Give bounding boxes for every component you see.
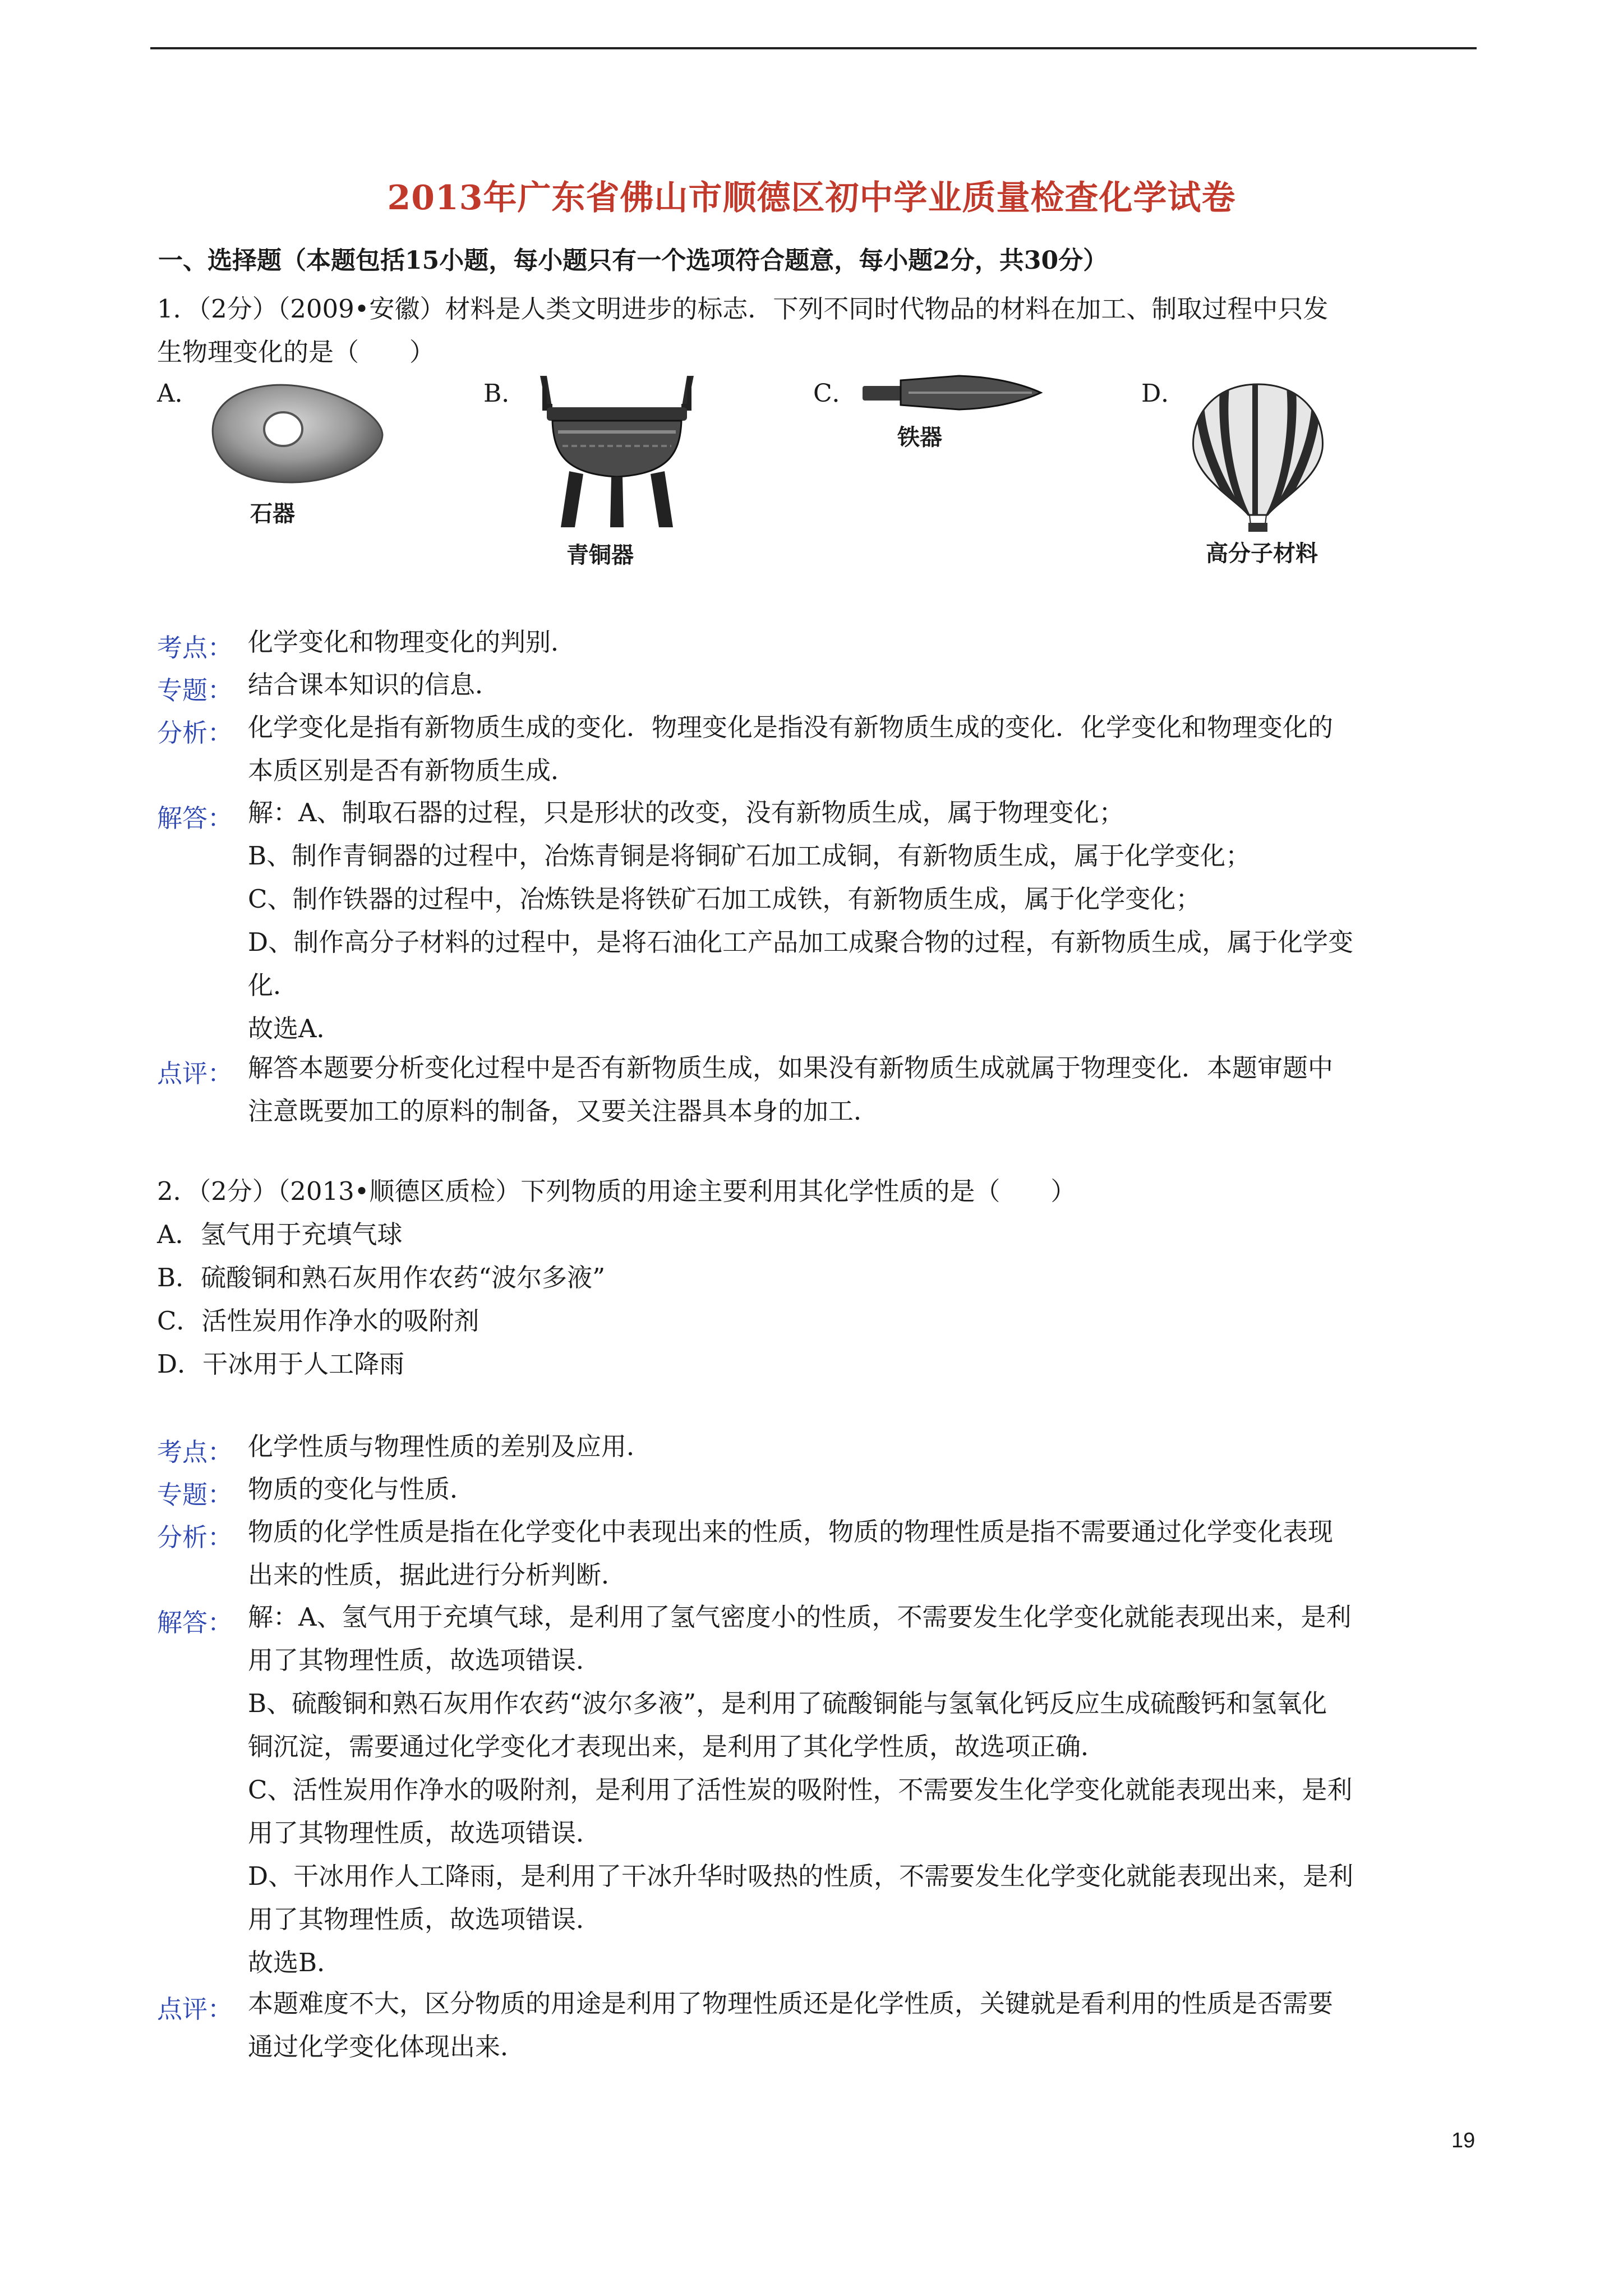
q2-kaodian-label: 考点： [157,1437,233,1467]
q1-fenxi-line: 本质区别是否有新物质生成． [248,756,577,785]
q1-jieda-label: 解答： [157,803,233,833]
q1-stem [157,287,1481,374]
q2-jieda-text [248,1595,1482,1984]
stone-tool-icon [202,376,387,488]
q2-jieda-line: B、硫酸铜和熟石灰用作农药“波尔多液”，是利用了硫酸铜能与氢氧化钙反应生成硫酸钙和氢氧化 [248,1688,1327,1718]
page-title: 2013年广东省佛山市顺德区初中学业质量检查化学试卷 [387,178,1236,218]
q2-zhuanti-text: 物质的变化与性质． [248,1474,476,1504]
q1-option-a-caption: 石器 [250,501,295,527]
q2-kaodian-text: 化学性质与物理性质的差别及应用． [248,1432,652,1461]
q2-option-d: D．干冰用于人工降雨 [157,1349,405,1379]
q2-option-b: B．硫酸铜和熟石灰用作农药“波尔多液” [157,1263,606,1292]
q2-jieda-line: 故选B． [248,1948,343,1977]
q2-zhuanti-label: 专题： [157,1480,233,1510]
q1-kaodian-text: 化学变化和物理变化的判别． [248,627,577,657]
q1-jieda-line: C、制作铁器的过程中，冶炼铁是将铁矿石加工成铁，有新物质生成，属于化学变化； [248,884,1201,914]
q2-fenxi-line: 出来的性质，据此进行分析判断． [248,1560,627,1590]
q1-option-a-letter: A． [157,379,200,408]
q1-stem-line: 1．（2分）（2009•安徽）材料是人类文明进步的标志．下列不同时代物品的材料在加工、制取过程中只发 [157,294,1329,324]
q2-fenxi-label: 分析： [157,1522,233,1552]
q1-option-b-letter: B． [483,379,527,408]
q2-jieda-line: D、干冰用作人工降雨，是利用了干冰升华时吸热的性质，不需要发生化学变化就能表现出来，是利 [248,1861,1354,1891]
q1-zhuanti-label: 专题： [157,675,233,705]
q2-jieda-line: 铜沉淀，需要通过化学变化才表现出来，是利用了其化学性质，故选项正确． [248,1732,1106,1761]
bronze-vessel-icon [530,370,704,533]
q1-zhuanti-text: 结合课本知识的信息． [248,670,501,700]
q2-dianping-line: 本题难度不大，区分物质的用途是利用了物理性质还是化学性质，关键就是看利用的性质是否需要 [248,1989,1334,2018]
iron-blade-icon [858,370,1043,415]
q2-jieda-line: 用了其物理性质，故选项错误． [248,1904,602,1934]
q1-dianping-label: 点评： [157,1059,233,1088]
q1-jieda-line: 故选A． [248,1014,342,1043]
q1-dianping-text [248,1046,1482,1133]
q1-option-d-letter: D． [1141,379,1186,408]
q2-jieda-line: 解：A、氢气用于充填气球，是利用了氢气密度小的性质，不需要发生化学变化就能表现出来，是利 [248,1602,1352,1632]
q1-fenxi-line: 化学变化是指有新物质生成的变化．物理变化是指没有新物质生成的变化．化学变化和物理变化的 [248,712,1334,742]
q1-option-b-caption: 青铜器 [566,542,634,568]
q2-dianping-line: 通过化学变化体现出来． [248,2032,526,2062]
hot-air-balloon-icon [1188,381,1328,533]
q1-dianping-line: 解答本题要分析变化过程中是否有新物质生成，如果没有新物质生成就属于物理变化．本题审题中 [248,1053,1334,1083]
q2-options [157,1213,1481,1386]
q1-jieda-line: D、制作高分子材料的过程中，是将石油化工产品加工成聚合物的过程，有新物质生成，属于化学变 [248,927,1354,957]
q2-dianping-label: 点评： [157,1994,233,2024]
q1-fenxi-label: 分析： [157,718,233,748]
q2-dianping-text [248,1982,1482,2068]
q2-jieda-line: 用了其物理性质，故选项错误． [248,1645,602,1675]
q1-option-c-caption: 铁器 [897,425,942,450]
q2-option-a: A．氢气用于充填气球 [157,1220,403,1249]
q1-stem-line: 生物理变化的是（ ） [157,337,435,367]
q2-stem: 2．（2分）（2013•顺德区质检）下列物质的用途主要利用其化学性质的是（ ） [157,1176,1076,1206]
page-number: 19 [1451,2129,1476,2152]
q1-jieda-text [248,791,1482,1050]
q1-jieda-line: B、制作青铜器的过程中，冶炼青铜是将铜矿石加工成铜，有新物质生成，属于化学变化； [248,841,1251,871]
q1-kaodian-label: 考点： [157,633,233,662]
q2-option-c: C．活性炭用作净水的吸附剂 [157,1306,479,1336]
q2-jieda-line: C、活性炭用作净水的吸附剂，是利用了活性炭的吸附性，不需要发生化学变化就能表现出来，是利 [248,1775,1353,1805]
q2-fenxi-text [248,1510,1482,1596]
q1-fenxi-text [248,706,1482,792]
section-heading: 一、选择题（本题包括15小题，每小题只有一个选项符合题意，每小题2分，共30分） [158,246,1108,275]
header-rule [150,47,1477,49]
q1-option-d-caption: 高分子材料 [1206,541,1318,567]
q2-fenxi-line: 物质的化学性质是指在化学变化中表现出来的性质，物质的物理性质是指不需要通过化学变化表现 [248,1517,1334,1547]
q2-jieda-label: 解答： [157,1608,233,1637]
q1-dianping-line: 注意既要加工的原料的制备，又要关注器具本身的加工． [248,1096,879,1126]
q1-jieda-line: 解：A、制取石器的过程，只是形状的改变，没有新物质生成，属于物理变化； [248,798,1124,827]
q1-option-c-letter: C． [813,379,857,408]
q1-jieda-line: 化． [248,970,299,1000]
q2-jieda-line: 用了其物理性质，故选项错误． [248,1818,602,1848]
